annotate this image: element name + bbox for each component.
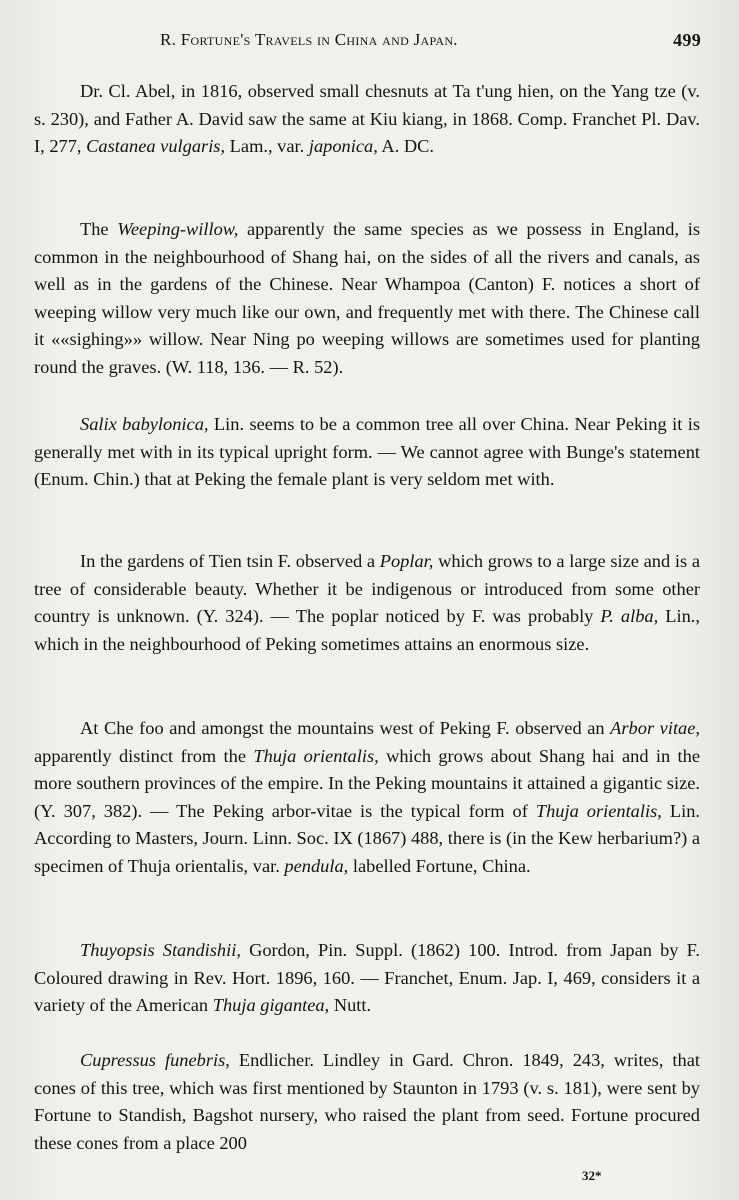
text-run: In the gardens of Tien tsin F. observed a (80, 551, 380, 571)
text-run: Lin., which in the neighbourhood of Peking sometimes attains an enormous size. (34, 606, 700, 654)
italic-term: Weeping-willow, (117, 219, 239, 239)
running-title: R. Fortune's Travels in China and Japan. (160, 30, 458, 49)
italic-term: Thuyopsis Standishii, (80, 940, 241, 960)
italic-term: Thuja gigantea (212, 995, 325, 1016)
paragraph-poplar (34, 548, 700, 658)
text-run: A. DC. (377, 136, 435, 157)
text-run: apparently the same species as we possess in England, is common in the neighbourhood of Shang hai, on the sides of all the rivers and canals, as well as in the gardens of the Chinese. Near Whampoa (Canton) F. notices a short of weeping willow very much like our own, and frequently met with there. The Chinese call it ««sighing»» willow. Near Ning po weeping willows are sometimes used for planting round the graves. (W. 118, 136. — R. 52). (34, 219, 700, 377)
text-run: apparently distinct from the (34, 745, 254, 766)
italic-term: Thuja orientalis, (253, 745, 379, 766)
signature-mark: 32* (582, 1168, 602, 1183)
text-run: Lin. seems to be a common tree all over China. Near Peking it is generally met with in its typical upright form. — We cannot agree with Bunge's statement (Enum. Chin.) that at Peking the female plant is very seldom met with. (34, 414, 700, 490)
paragraph-text (34, 937, 700, 1020)
paragraph-text (34, 78, 700, 161)
text-run: , Endlicher. Lindley in Gard. Chron. 1849, 243, writes, that cones of this tree, which was first mentioned by Staunton in 1793 (v. s. 181), were sent by Fortune to Standish, Bagshot nursery, who raised the plant from seed. Fortune procured these cones from a place 200 (34, 1050, 701, 1153)
text-run: Dr. Cl. Abel, in 1816, observed small chesnuts at Ta t'ung hien, on the Yang tze (v. s. 230), and Father A. David saw the same at Kiu kiang, in 1868. Comp. Franchet Pl. Dav. I, 277, (34, 81, 700, 157)
paragraph-text (34, 411, 700, 494)
italic-term: P. alba, (600, 606, 659, 627)
italic-term: Cupressus funebris (80, 1050, 226, 1070)
paragraph-arbor-vitae (34, 715, 700, 881)
text-run: The (80, 219, 118, 239)
text-run: , labelled Fortune, China. (343, 855, 531, 876)
paragraph-text (34, 1047, 700, 1157)
paragraph-thuyopsis (34, 937, 700, 1020)
text-run: which grows about Shang hai and in the more southern provinces of the empire. In the Peking mountains it attained a gigantic size. (Y. 307, 382). — The Peking arbor-vitae is the typical form of (34, 745, 701, 821)
paragraph-chestnut (34, 78, 700, 161)
italic-term: Poplar, (379, 551, 434, 571)
text-run: , Nutt. (324, 995, 372, 1016)
italic-term: Thuja orientalis (535, 800, 658, 821)
text-run: Gordon, Pin. Suppl. (1862) 100. Introd. from Japan by F. Coloured drawing in Rev. Hort. 1896, 160. — Franchet, Enum. Jap. I, 469, considers it a variety of the American (34, 940, 700, 1016)
page-number: 499 (673, 30, 701, 50)
text-run: which grows to a large size and is a tree of considerable beauty. Whether it be indigenous or introduced from some other country is unknown. (Y. 324). — The poplar noticed by F. was probably (34, 551, 700, 627)
text-run: Lam., var. (225, 136, 309, 157)
italic-term: Arbor vitae, (610, 718, 701, 738)
paragraph-cupressus (34, 1047, 700, 1157)
italic-term: japonica, (308, 136, 378, 157)
paragraph-text (34, 715, 700, 881)
italic-term: pendula (284, 855, 344, 876)
italic-term: Salix babylonica, (80, 414, 209, 434)
running-header (160, 30, 701, 56)
italic-term: Castanea vulgaris, (86, 136, 226, 157)
paragraph-text (34, 548, 700, 658)
paragraph-text (34, 216, 700, 382)
paragraph-salix (34, 411, 700, 494)
text-run: At Che foo and amongst the mountains west of Peking F. observed an (80, 718, 611, 738)
paragraph-weeping-willow (34, 216, 700, 382)
text-run: , Lin. According to Masters, Journ. Linn. Soc. IX (1867) 488, there is (in the Kew herbarium?) a specimen of Thuja orientalis, var. (34, 800, 700, 876)
